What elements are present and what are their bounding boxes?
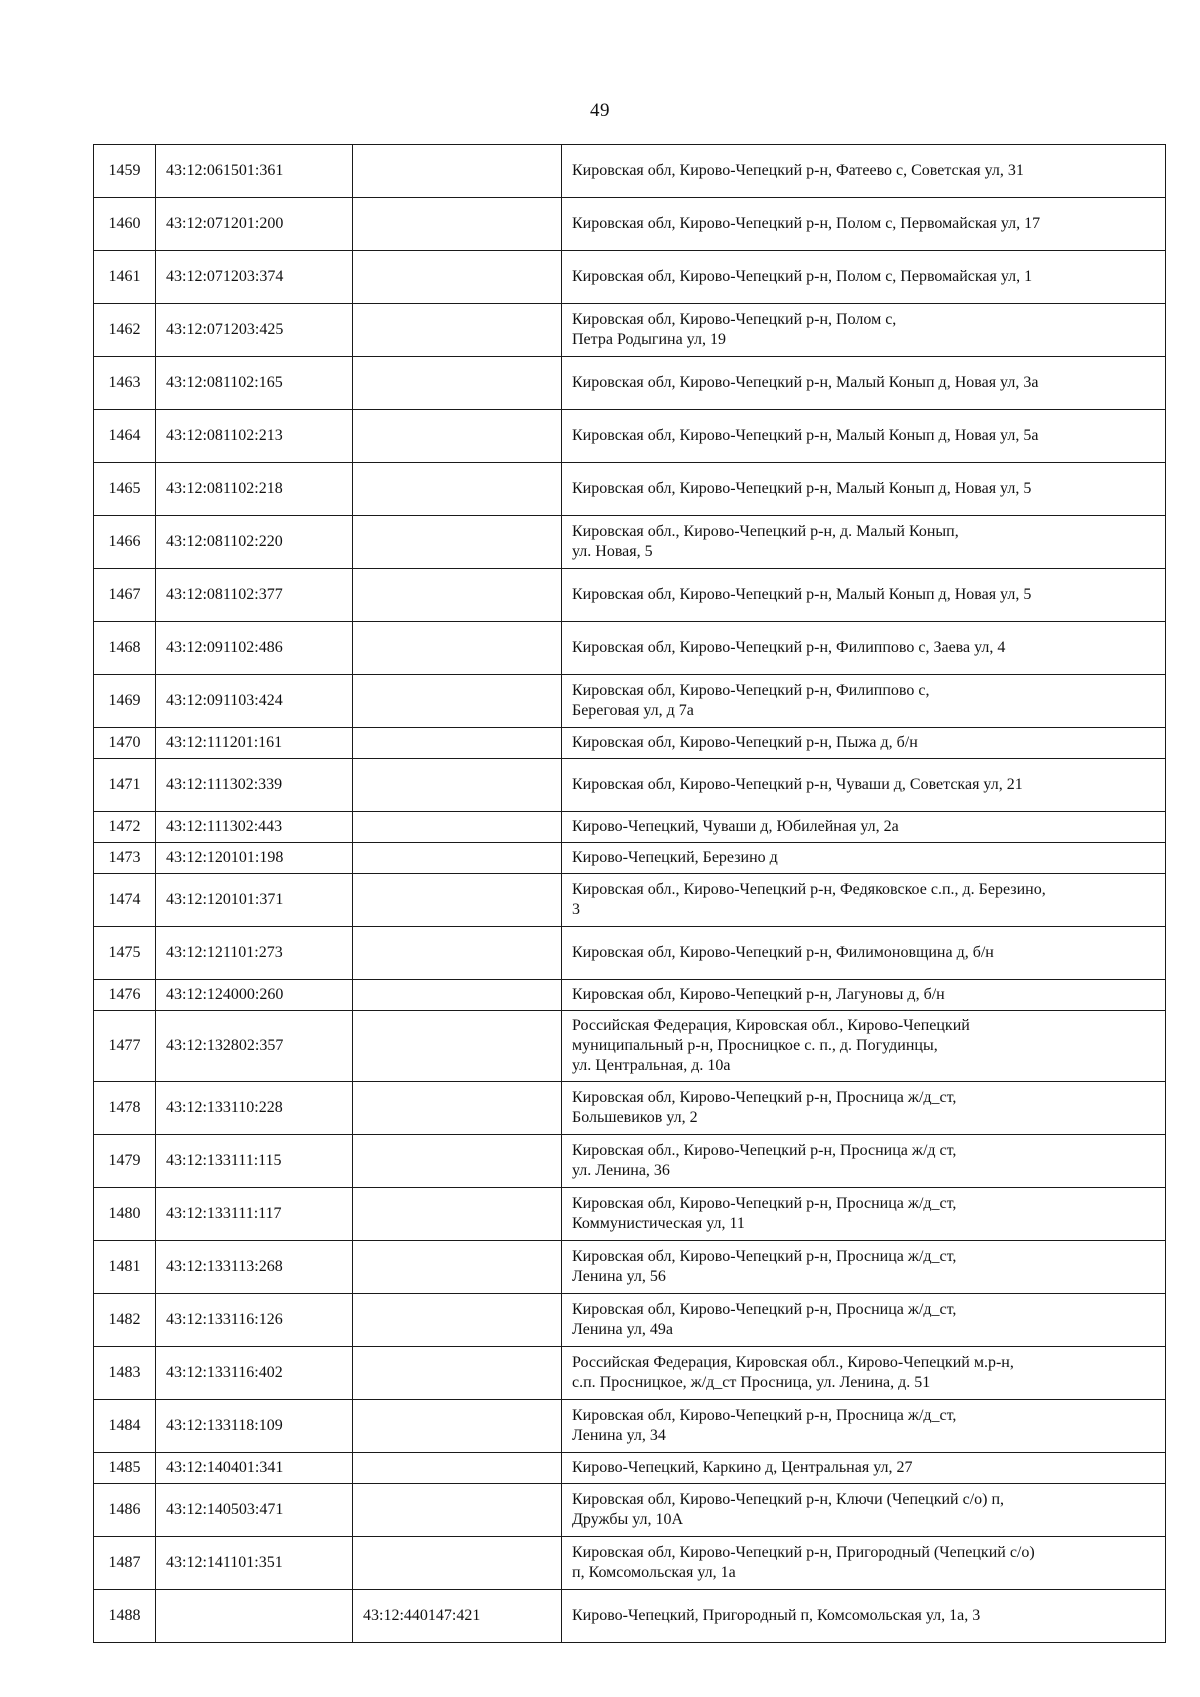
cadastral-number-cell: 43:12:111201:161: [156, 728, 353, 759]
address-cell: Кировская обл, Кирово-Чепецкий р-н, Лагуновы д, б/н: [562, 980, 1166, 1011]
related-cadastral-number-cell: [353, 728, 562, 759]
address-cell: Кировская обл, Кирово-Чепецкий р-н, Пыжа д, б/н: [562, 728, 1166, 759]
table-row: [94, 145, 1166, 198]
related-cadastral-number-cell: [353, 1537, 562, 1590]
related-cadastral-number-cell: [353, 874, 562, 927]
row-number-cell: 1484: [94, 1400, 156, 1453]
address-cell: Кировская обл, Кирово-Чепецкий р-н, Чуваши д, Советская ул, 21: [562, 759, 1166, 812]
property-register-table: [93, 144, 1166, 1643]
cadastral-number-cell: 43:12:120101:198: [156, 843, 353, 874]
address-cell: Кировская обл, Кирово-Чепецкий р-н, Ключи (Чепецкий с/о) п, Дружбы ул, 10А: [562, 1484, 1166, 1537]
cadastral-number-cell: 43:12:111302:339: [156, 759, 353, 812]
cadastral-number-cell: 43:12:124000:260: [156, 980, 353, 1011]
address-cell: Кировская обл, Кирово-Чепецкий р-н, Просница ж/д_ст, Большевиков ул, 2: [562, 1082, 1166, 1135]
related-cadastral-number-cell: [353, 198, 562, 251]
row-number-cell: 1478: [94, 1082, 156, 1135]
related-cadastral-number-cell: [353, 1011, 562, 1082]
related-cadastral-number-cell: [353, 1400, 562, 1453]
address-cell: Кирово-Чепецкий, Пригородный п, Комсомольская ул, 1а, 3: [562, 1590, 1166, 1643]
table-row: [94, 843, 1166, 874]
row-number-cell: 1462: [94, 304, 156, 357]
cadastral-number-cell: 43:12:133111:117: [156, 1188, 353, 1241]
row-number-cell: 1475: [94, 927, 156, 980]
cadastral-number-cell: 43:12:081102:377: [156, 569, 353, 622]
table-row: [94, 1453, 1166, 1484]
cadastral-number-cell: 43:12:091102:486: [156, 622, 353, 675]
table-row: [94, 516, 1166, 569]
related-cadastral-number-cell: [353, 1241, 562, 1294]
address-cell: Кировская обл, Кирово-Чепецкий р-н, Филиппово с, Береговая ул, д 7а: [562, 675, 1166, 728]
related-cadastral-number-cell: [353, 980, 562, 1011]
register-table-body: [94, 145, 1166, 1643]
cadastral-number-cell: 43:12:071203:425: [156, 304, 353, 357]
row-number-cell: 1476: [94, 980, 156, 1011]
related-cadastral-number-cell: [353, 1347, 562, 1400]
row-number-cell: 1487: [94, 1537, 156, 1590]
row-number-cell: 1466: [94, 516, 156, 569]
related-cadastral-number-cell: [353, 357, 562, 410]
cadastral-number-cell: 43:12:133110:228: [156, 1082, 353, 1135]
cadastral-number-cell: 43:12:121101:273: [156, 927, 353, 980]
address-cell: Кировская обл, Кирово-Чепецкий р-н, Пригородный (Чепецкий с/о) п, Комсомольская ул, 1а: [562, 1537, 1166, 1590]
cadastral-number-cell: 43:12:133118:109: [156, 1400, 353, 1453]
address-cell: Кировская обл, Кирово-Чепецкий р-н, Просница ж/д_ст, Ленина ул, 34: [562, 1400, 1166, 1453]
address-cell: Кировская обл, Кирово-Чепецкий р-н, Просница ж/д_ст, Ленина ул, 56: [562, 1241, 1166, 1294]
row-number-cell: 1473: [94, 843, 156, 874]
related-cadastral-number-cell: [353, 1453, 562, 1484]
row-number-cell: 1465: [94, 463, 156, 516]
address-cell: Кировская обл, Кирово-Чепецкий р-н, Полом с, Первомайская ул, 1: [562, 251, 1166, 304]
table-row: [94, 1082, 1166, 1135]
address-cell: Кировская обл., Кирово-Чепецкий р-н, Федяковское с.п., д. Березино, 3: [562, 874, 1166, 927]
related-cadastral-number-cell: [353, 759, 562, 812]
table-row: [94, 675, 1166, 728]
cadastral-number-cell: 43:12:133113:268: [156, 1241, 353, 1294]
table-row: [94, 1011, 1166, 1082]
address-cell: Кировская обл., Кирово-Чепецкий р-н, д. Малый Конып, ул. Новая, 5: [562, 516, 1166, 569]
row-number-cell: 1460: [94, 198, 156, 251]
row-number-cell: 1469: [94, 675, 156, 728]
address-cell: Российская Федерация, Кировская обл., Кирово-Чепецкий муниципальный р-н, Просницкое с. п., д. Погудинцы, ул. Центральная, д. 10а: [562, 1011, 1166, 1082]
table-row: [94, 569, 1166, 622]
address-cell: Российская Федерация, Кировская обл., Кирово-Чепецкий м.р-н, с.п. Просницкое, ж/д_ст Просница, ул. Ленина, д. 51: [562, 1347, 1166, 1400]
cadastral-number-cell: 43:12:081102:218: [156, 463, 353, 516]
cadastral-number-cell: 43:12:132802:357: [156, 1011, 353, 1082]
table-row: [94, 1135, 1166, 1188]
row-number-cell: 1480: [94, 1188, 156, 1241]
row-number-cell: 1463: [94, 357, 156, 410]
related-cadastral-number-cell: [353, 1294, 562, 1347]
row-number-cell: 1477: [94, 1011, 156, 1082]
related-cadastral-number-cell: [353, 251, 562, 304]
related-cadastral-number-cell: [353, 410, 562, 463]
row-number-cell: 1482: [94, 1294, 156, 1347]
address-cell: Кировская обл, Кирово-Чепецкий р-н, Малый Конып д, Новая ул, 5: [562, 463, 1166, 516]
cadastral-number-cell: 43:12:141101:351: [156, 1537, 353, 1590]
row-number-cell: 1468: [94, 622, 156, 675]
table-row: [94, 1484, 1166, 1537]
related-cadastral-number-cell: [353, 145, 562, 198]
cadastral-number-cell: 43:12:081102:165: [156, 357, 353, 410]
address-cell: Кировская обл, Кирово-Чепецкий р-н, Просница ж/д_ст, Ленина ул, 49а: [562, 1294, 1166, 1347]
row-number-cell: 1479: [94, 1135, 156, 1188]
cadastral-number-cell: 43:12:081102:220: [156, 516, 353, 569]
row-number-cell: 1483: [94, 1347, 156, 1400]
related-cadastral-number-cell: [353, 675, 562, 728]
related-cadastral-number-cell: [353, 463, 562, 516]
table-row: [94, 1241, 1166, 1294]
table-row: [94, 304, 1166, 357]
address-cell: Кировская обл, Кирово-Чепецкий р-н, Филиппово с, Заева ул, 4: [562, 622, 1166, 675]
table-row: [94, 463, 1166, 516]
address-cell: Кирово-Чепецкий, Березино д: [562, 843, 1166, 874]
row-number-cell: 1461: [94, 251, 156, 304]
row-number-cell: 1486: [94, 1484, 156, 1537]
cadastral-number-cell: 43:12:061501:361: [156, 145, 353, 198]
table-row: [94, 1400, 1166, 1453]
cadastral-number-cell: 43:12:081102:213: [156, 410, 353, 463]
address-cell: Кировская обл, Кирово-Чепецкий р-н, Полом с, Первомайская ул, 17: [562, 198, 1166, 251]
address-cell: Кировская обл, Кирово-Чепецкий р-н, Малый Конып д, Новая ул, 5а: [562, 410, 1166, 463]
cadastral-number-cell: 43:12:071203:374: [156, 251, 353, 304]
address-cell: Кировская обл, Кирово-Чепецкий р-н, Просница ж/д_ст, Коммунистическая ул, 11: [562, 1188, 1166, 1241]
table-row: [94, 1294, 1166, 1347]
row-number-cell: 1464: [94, 410, 156, 463]
related-cadastral-number-cell: [353, 622, 562, 675]
cadastral-number-cell: 43:12:133111:115: [156, 1135, 353, 1188]
related-cadastral-number-cell: [353, 1188, 562, 1241]
table-row: [94, 874, 1166, 927]
address-cell: Кировская обл, Кирово-Чепецкий р-н, Полом с, Петра Родыгина ул, 19: [562, 304, 1166, 357]
page-number: 49: [590, 100, 610, 121]
table-row: [94, 728, 1166, 759]
address-cell: Кирово-Чепецкий, Каркино д, Центральная ул, 27: [562, 1453, 1166, 1484]
row-number-cell: 1488: [94, 1590, 156, 1643]
related-cadastral-number-cell: [353, 569, 562, 622]
table-row: [94, 251, 1166, 304]
address-cell: Кировская обл., Кирово-Чепецкий р-н, Просница ж/д ст, ул. Ленина, 36: [562, 1135, 1166, 1188]
address-cell: Кировская обл, Кирово-Чепецкий р-н, Фатеево с, Советская ул, 31: [562, 145, 1166, 198]
row-number-cell: 1485: [94, 1453, 156, 1484]
address-cell: Кирово-Чепецкий, Чуваши д, Юбилейная ул, 2а: [562, 812, 1166, 843]
related-cadastral-number-cell: [353, 304, 562, 357]
related-cadastral-number-cell: [353, 516, 562, 569]
row-number-cell: 1470: [94, 728, 156, 759]
related-cadastral-number-cell: 43:12:440147:421: [353, 1590, 562, 1643]
address-cell: Кировская обл, Кирово-Чепецкий р-н, Малый Конып д, Новая ул, 5: [562, 569, 1166, 622]
row-number-cell: 1474: [94, 874, 156, 927]
cadastral-number-cell: 43:12:071201:200: [156, 198, 353, 251]
table-row: [94, 1347, 1166, 1400]
table-row: [94, 622, 1166, 675]
cadastral-number-cell: [156, 1590, 353, 1643]
related-cadastral-number-cell: [353, 927, 562, 980]
row-number-cell: 1481: [94, 1241, 156, 1294]
row-number-cell: 1459: [94, 145, 156, 198]
table-row: [94, 1537, 1166, 1590]
address-cell: Кировская обл, Кирово-Чепецкий р-н, Филимоновщина д, б/н: [562, 927, 1166, 980]
cadastral-number-cell: 43:12:120101:371: [156, 874, 353, 927]
table-row: [94, 1590, 1166, 1643]
cadastral-number-cell: 43:12:091103:424: [156, 675, 353, 728]
table-row: [94, 980, 1166, 1011]
table-row: [94, 927, 1166, 980]
row-number-cell: 1472: [94, 812, 156, 843]
table-row: [94, 410, 1166, 463]
table-row: [94, 1188, 1166, 1241]
related-cadastral-number-cell: [353, 1082, 562, 1135]
related-cadastral-number-cell: [353, 843, 562, 874]
row-number-cell: 1467: [94, 569, 156, 622]
cadastral-number-cell: 43:12:133116:126: [156, 1294, 353, 1347]
table-row: [94, 357, 1166, 410]
address-cell: Кировская обл, Кирово-Чепецкий р-н, Малый Конып д, Новая ул, 3а: [562, 357, 1166, 410]
cadastral-number-cell: 43:12:140401:341: [156, 1453, 353, 1484]
related-cadastral-number-cell: [353, 812, 562, 843]
table-row: [94, 198, 1166, 251]
table-row: [94, 812, 1166, 843]
related-cadastral-number-cell: [353, 1135, 562, 1188]
row-number-cell: 1471: [94, 759, 156, 812]
cadastral-number-cell: 43:12:140503:471: [156, 1484, 353, 1537]
table-row: [94, 759, 1166, 812]
cadastral-number-cell: 43:12:133116:402: [156, 1347, 353, 1400]
related-cadastral-number-cell: [353, 1484, 562, 1537]
cadastral-number-cell: 43:12:111302:443: [156, 812, 353, 843]
